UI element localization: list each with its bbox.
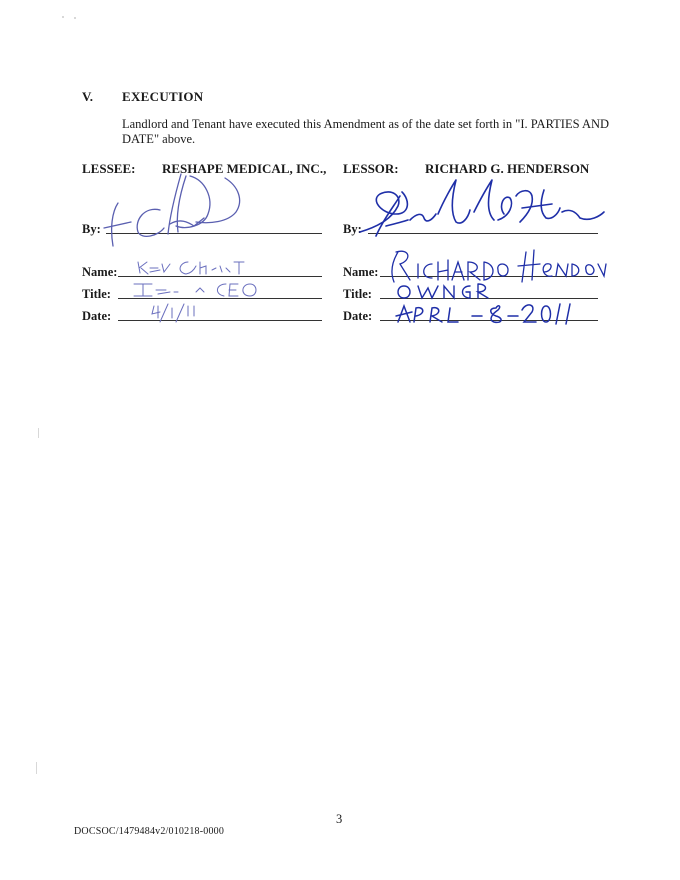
lessor-name: RICHARD G. HENDERSON xyxy=(425,161,590,176)
lessor-label: LESSOR: xyxy=(343,161,399,176)
lessee-title-handwriting xyxy=(134,284,256,296)
lessor-title-label: Title: xyxy=(343,287,372,301)
document-id-footer: DOCSOC/1479484v2/010218-0000 xyxy=(74,826,225,837)
lessee-name-handwriting xyxy=(138,262,244,274)
lessor-date-label: Date: xyxy=(343,309,373,323)
page-number: 3 xyxy=(336,812,343,826)
lessee-date-handwriting xyxy=(152,304,194,322)
lessee-label: LESSEE: xyxy=(82,161,136,176)
lessee-title-label: Title: xyxy=(82,287,111,301)
lessor-title-handwriting xyxy=(398,284,488,298)
section-number: V. xyxy=(82,89,93,104)
scan-speck xyxy=(38,428,39,438)
lessee-name-label: Name: xyxy=(82,265,118,279)
lessee-by-label: By: xyxy=(82,222,101,236)
lessee-signature xyxy=(104,174,240,246)
section-title: EXECUTION xyxy=(122,89,204,104)
scan-speck xyxy=(74,17,76,19)
lessor-by-label: By: xyxy=(343,222,362,236)
lessor-name-handwriting xyxy=(392,250,606,282)
lessee-name: RESHAPE MEDICAL, INC., xyxy=(162,161,327,176)
lessee-date-label: Date: xyxy=(82,309,112,323)
scan-speck xyxy=(36,762,37,774)
lessor-date-handwriting xyxy=(396,304,570,324)
execution-paragraph: Landlord and Tenant have executed this Amendment as of the date set forth in "I. PARTIES AND DATE" above. xyxy=(122,117,610,146)
lessor-signature xyxy=(360,180,604,236)
lessor-name-label: Name: xyxy=(343,265,379,279)
scan-speck xyxy=(62,16,64,18)
